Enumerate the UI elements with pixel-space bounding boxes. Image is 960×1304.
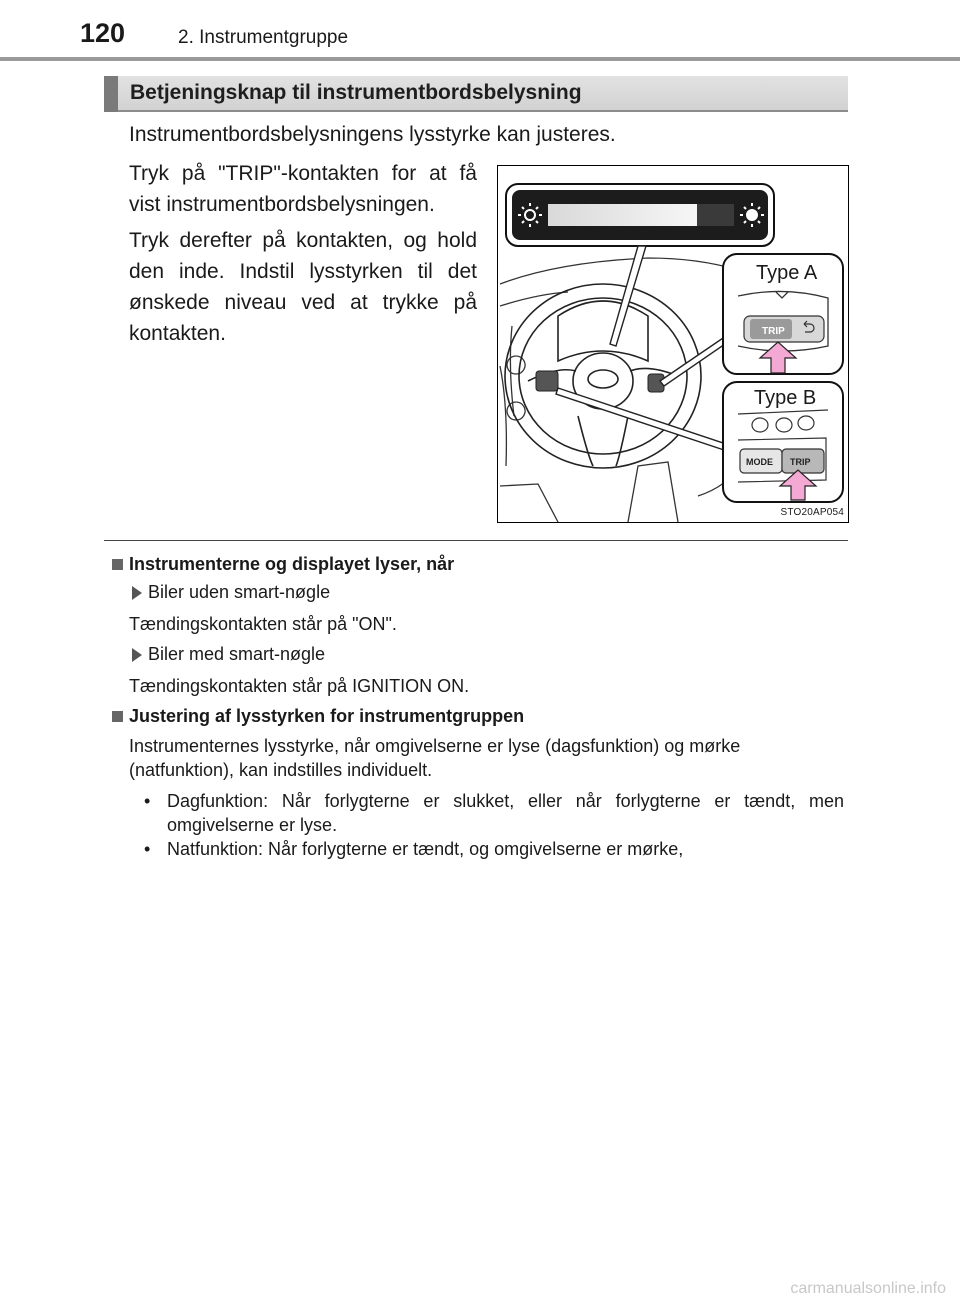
section-heading-bar: [104, 76, 848, 112]
list-item-text: Dagfunktion: Når forlygterne er slukket, eller når forlygterne er tændt, men omgivelserne er lyse.: [167, 791, 844, 835]
section-accent: [104, 76, 118, 112]
triangle-bullet-icon: [132, 586, 142, 600]
bullet-list: [129, 789, 844, 861]
trip-button-label-b: TRIP: [790, 457, 811, 467]
brightness-level-bar: [548, 204, 697, 226]
sub-heading-text: Biler med smart-nøgle: [148, 644, 326, 664]
sub-heading-smart-key: [132, 644, 325, 665]
section-title: Betjeningsknap til instrumentbordsbelysning: [130, 81, 582, 104]
list-item: [129, 837, 844, 861]
steering-wheel-drawing: [498, 166, 848, 522]
figure-code: STO20AP054: [780, 507, 844, 518]
dot-bullet-icon: •: [144, 839, 151, 859]
page-header: [0, 0, 960, 60]
note-heading-2: [112, 706, 524, 727]
note-heading-2-text: Justering af lysstyrken for instrumentgruppen: [129, 706, 525, 726]
sub-heading-no-smart-key: [132, 582, 330, 603]
note-text: Tændingskontakten står på "ON".: [129, 614, 397, 634]
intro-text: Instrumentbordsbelysningens lysstyrke kan justeres.: [129, 123, 616, 146]
watermark: carmanualsonline.info: [790, 1280, 946, 1297]
trip-button-label-a: TRIP: [762, 326, 785, 337]
type-b-label: Type B: [754, 387, 817, 409]
type-a-label: Type A: [756, 262, 818, 284]
mode-button-label: MODE: [746, 457, 773, 467]
dot-bullet-icon: •: [144, 791, 151, 811]
instruction-step-1: Tryk på "TRIP"-kontakten for at få vist instrumentbordsbelysningen.: [129, 162, 477, 216]
note-heading-1-text: Instrumenterne og displayet lyser, når: [129, 554, 455, 574]
page-number: 120: [80, 18, 126, 48]
triangle-bullet-icon: [132, 648, 142, 662]
section-rule: [104, 540, 848, 541]
list-item-text: Natfunktion: Når forlygterne er tændt, og omgivelserne er mørke,: [167, 839, 684, 859]
instruction-step-2: Tryk derefter på kontakten, og hold den inde. Indstil lysstyrken til det ønskede niveau ved at trykke på kontakten.: [129, 229, 477, 345]
chapter-title: 2. Instrumentgruppe: [178, 27, 349, 48]
dashboard-illustration: [497, 165, 849, 523]
square-bullet-icon: [112, 559, 123, 570]
note-text: Tændingskontakten står på IGNITION ON.: [129, 676, 470, 696]
note-heading-1: [112, 554, 454, 575]
list-item: [129, 789, 844, 837]
header-rule: [0, 57, 960, 61]
square-bullet-icon: [112, 711, 123, 722]
note-paragraph: Instrumenternes lysstyrke, når omgivelserne er lyse (dagsfunktion) og mørke (natfunktion), kan indstilles individuelt.: [129, 736, 741, 780]
sub-heading-text: Biler uden smart-nøgle: [148, 582, 331, 602]
